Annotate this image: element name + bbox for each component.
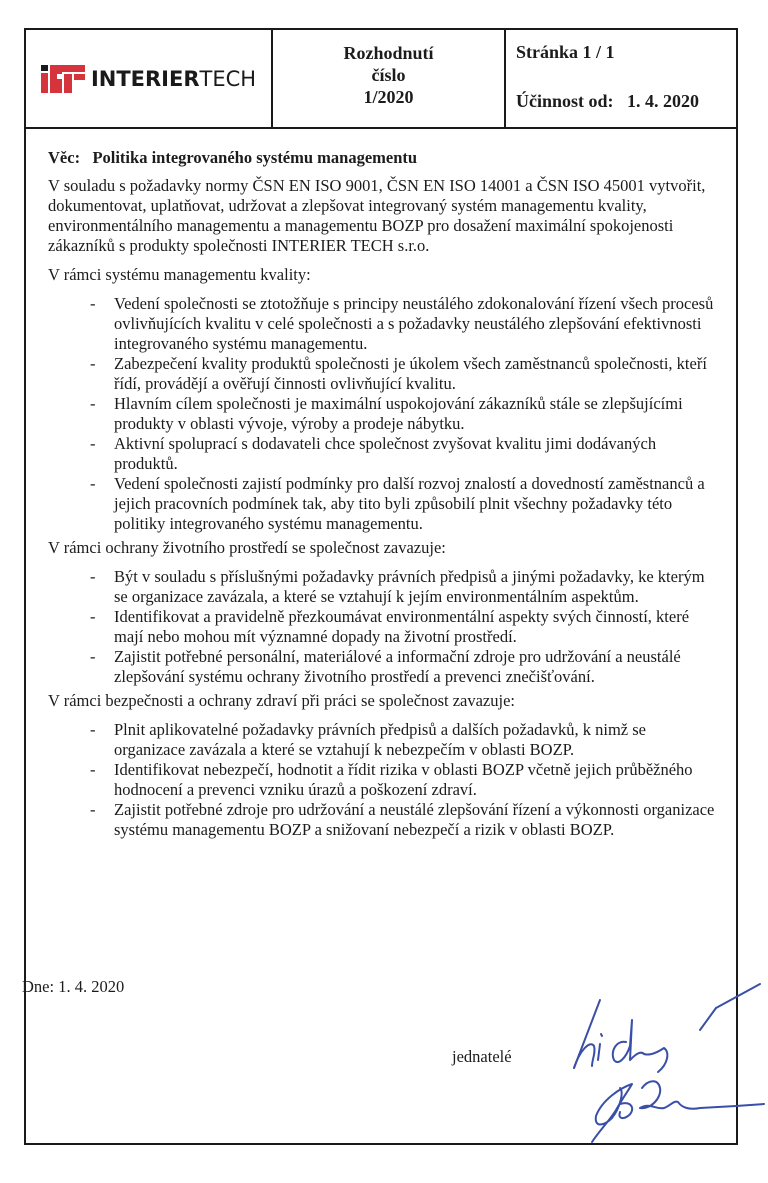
subject-title: Politika integrovaného systému managementu (92, 148, 418, 167)
section-heading: V rámci ochrany životního prostředí se společnost zavazuje: (48, 538, 446, 557)
meta-cell (506, 30, 736, 127)
section-safety (48, 691, 718, 840)
effective-label: Účinnost od: (516, 91, 614, 111)
effective-date: 1. 4. 2020 (627, 91, 700, 111)
section-quality (48, 265, 718, 534)
doc-number: 1/2020 (363, 87, 414, 107)
list-item: - Zajistit potřebné personální, materiálové a informační zdroje pro udržování a neustálé zlepšování systému ochrany životního prostředí a prevenci znečišťování. (90, 647, 718, 687)
list-item: - Být v souladu s příslušnými požadavky právních předpisů a jinými požadavky, ke kterým se organizace zavázala, a které se vztahují k jejím environmentálním aspektům. (90, 567, 718, 607)
subject-label: Věc: (48, 148, 81, 167)
logo-brand-bold: INTERIER (90, 66, 200, 91)
logo-wordmark (91, 67, 256, 91)
list-item: - Zajistit potřebné zdroje pro udržování a neustálé zlepšování řízení a výkonnosti organizace systému managementu BOZP a snižovaní nebezpečí a rizik v oblasti BOZP. (90, 800, 718, 840)
interiertech-logo-icon (41, 65, 85, 93)
effective-date-row (516, 91, 736, 112)
logo-cell (26, 30, 273, 127)
list-item: - Vedení společnosti se ztotožňuje s principy neustálého zdokonalování řízení všech procesů ovlivňujících kvalitu v celé společnosti a s požadavky neustálého zlepšování efektivnosti integrovaného systému managementu. (90, 294, 718, 354)
section-environment (48, 538, 718, 687)
signature-icon (540, 960, 768, 1155)
page-indicator: Stránka 1 / 1 (516, 42, 615, 62)
decision-title-cell (273, 30, 506, 127)
list-item: - Hlavním cílem společnosti je maximální uspokojování zákazníků stále se zlepšujícími produkty v oblasti vývoje, výroby a prodeje nábytku. (90, 394, 718, 434)
subject-line (48, 148, 718, 168)
signing-date: Dne: 1. 4. 2020 (22, 977, 125, 996)
section-list (48, 567, 718, 687)
logo-brand-light: TECH (199, 66, 257, 91)
document-body (48, 148, 718, 844)
list-item: - Identifikovat nebezpečí, hodnotit a řídit rizika v oblasti BOZP včetně jejich průběžného hodnocení a prevenci vzniku úrazů a poškození zdraví. (90, 760, 718, 800)
section-list (48, 294, 718, 534)
list-item: - Plnit aplikovatelné požadavky právních předpisů a dalších požadavků, k nimž se organizace zavázala a které se vztahují k nebezpečím v oblasti BOZP. (90, 720, 718, 760)
list-item: - Vedení společnosti zajistí podmínky pro další rozvoj znalostí a dovedností zaměstnanců a jejich pracovních podmínek tak, aby tito byli způsobilí plnit všechny požadavky této politiky integrovaného systému managementu. (90, 474, 718, 534)
intro-paragraph: V souladu s požadavky normy ČSN EN ISO 9001, ČSN EN ISO 14001 a ČSN ISO 45001 vytvořit, dokumentovat, uplatňovat, udržovat a zlepšovat integrovaný systém managementu kvality, environmentálního managementu a managementu BOZP pro dosažení maximální spokojenosti zákazníků s produkty společnosti INTERIER TECH s.r.o. (48, 176, 706, 255)
doc-type: Rozhodnutí (343, 43, 434, 63)
section-heading: V rámci bezpečnosti a ochrany zdraví při práci se společnost zavazuje: (48, 691, 515, 710)
list-item: - Zabezpečení kvality produktů společnosti je úkolem všech zaměstnanců společnosti, kteří řídí, provádějí a ověřují činnosti ovlivňující kvalitu. (90, 354, 718, 394)
list-item: - Aktivní spoluprací s dodavateli chce společnost zvyšovat kvalitu jimi dodávaných produktů. (90, 434, 718, 474)
signers-label: jednatelé (452, 1047, 512, 1066)
section-heading: V rámci systému managementu kvality: (48, 265, 311, 284)
section-list (48, 720, 718, 840)
list-item: - Identifikovat a pravidelně přezkoumávat environmentální aspekty svých činností, které mají nebo mohou mít významné dopady na životní prostředí. (90, 607, 718, 647)
doc-number-label: číslo (371, 65, 406, 85)
document-header (26, 30, 736, 129)
